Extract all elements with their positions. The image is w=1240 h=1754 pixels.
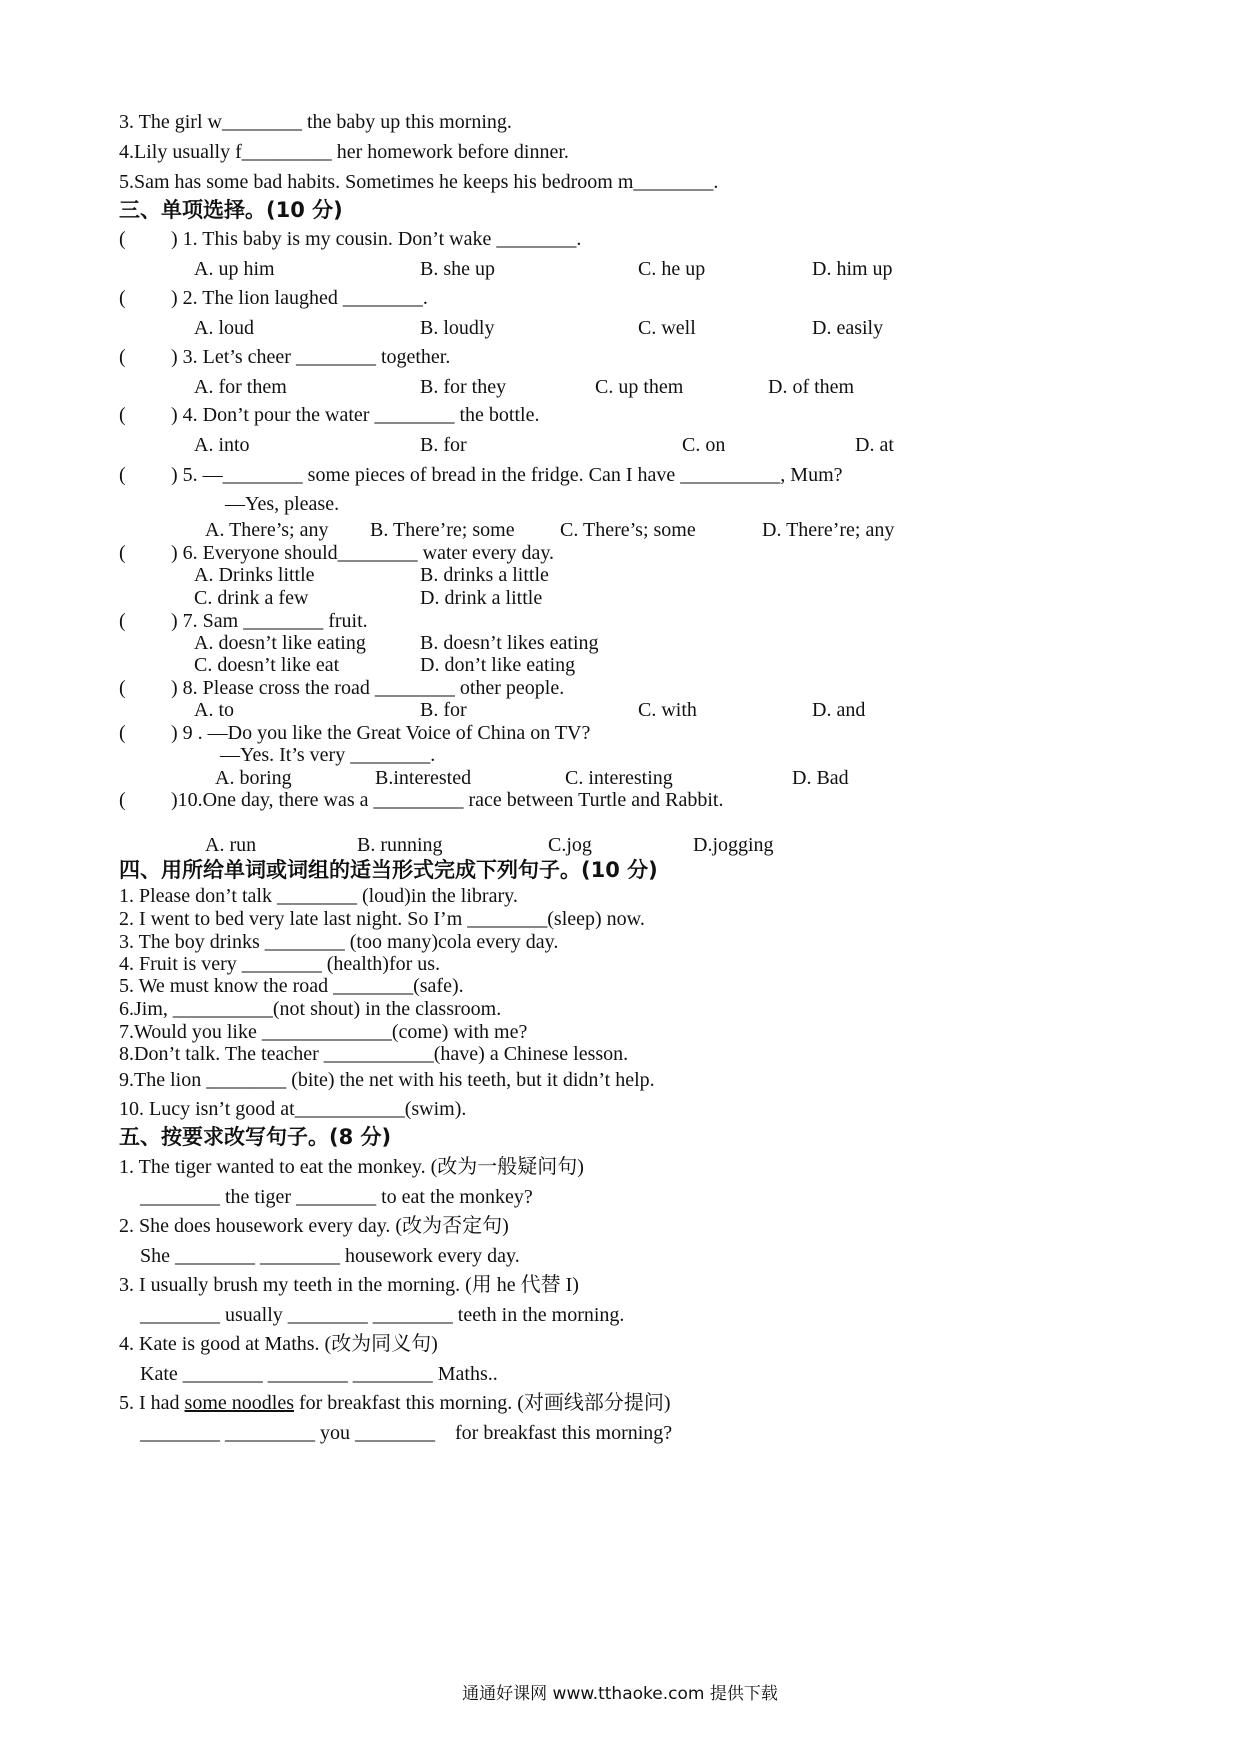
- mc-q5-reply: —Yes, please.: [225, 493, 340, 515]
- mc-q1-option-b: B. she up: [420, 258, 495, 280]
- mc-q6-option-c: C. drink a few: [194, 587, 309, 609]
- rewrite-question-3: 3. I usually brush my teeth in the morning. (用 he 代替 I): [119, 1274, 579, 1296]
- form-item-10: 10. Lucy isn’t good at___________(swim).: [119, 1098, 467, 1120]
- mc-q9-option-a: A. boring: [215, 767, 292, 789]
- form-item-2: 2. I went to bed very late last night. So I’m ________(sleep) now.: [119, 908, 645, 930]
- mc-q8-option-d: D. and: [812, 699, 866, 721]
- form-item-5: 5. We must know the road ________(safe).: [119, 975, 464, 997]
- rewrite-answer-4: Kate ________ ________ ________ Maths..: [140, 1363, 498, 1385]
- mc-q4-option-a: A. into: [194, 434, 250, 456]
- mc-q1-option-c: C. he up: [638, 258, 706, 280]
- mc-question-10: ( )10.One day, there was a _________ race between Turtle and Rabbit.: [119, 789, 724, 811]
- mc-q9-reply: —Yes. It’s very ________.: [220, 744, 436, 766]
- mc-q3-option-d: D. of them: [768, 376, 855, 398]
- form-item-1: 1. Please don’t talk ________ (loud)in the library.: [119, 885, 518, 907]
- mc-question-8: ( ) 8. Please cross the road ________ other people.: [119, 677, 565, 699]
- mc-q9-option-d: D. Bad: [792, 767, 849, 789]
- mc-q8-option-c: C. with: [638, 699, 697, 721]
- mc-q6-option-d: D. drink a little: [420, 587, 543, 609]
- mc-q3-option-b: B. for they: [420, 376, 507, 398]
- mc-q6-option-b: B. drinks a little: [420, 564, 549, 586]
- mc-q8-option-a: A. to: [194, 699, 234, 721]
- form-item-3: 3. The boy drinks ________ (too many)cola every day.: [119, 931, 559, 953]
- rewrite-answer-1: ________ the tiger ________ to eat the monkey?: [140, 1186, 533, 1208]
- mc-q5-option-c: C. There’s; some: [560, 519, 696, 541]
- mc-q1-option-a: A. up him: [194, 258, 275, 280]
- mc-q2-option-c: C. well: [638, 317, 696, 339]
- rewrite-answer-2: She ________ ________ housework every day.: [140, 1245, 520, 1267]
- mc-q4-option-c: C. on: [682, 434, 726, 456]
- rewrite-question-4: 4. Kate is good at Maths. (改为同义句): [119, 1333, 438, 1355]
- form-item-4: 4. Fruit is very ________ (health)for us.: [119, 953, 441, 975]
- rewrite-question-5: 5. I had some noodles for breakfast this morning. (对画线部分提问): [119, 1392, 671, 1414]
- fill-item-4: 4.Lily usually f_________ her homework before dinner.: [119, 141, 569, 163]
- form-item-6: 6.Jim, __________(not shout) in the classroom.: [119, 998, 502, 1020]
- mc-question-5: ( ) 5. —________ some pieces of bread in the fridge. Can I have __________, Mum?: [119, 464, 843, 486]
- rewrite-question-2: 2. She does housework every day. (改为否定句): [119, 1215, 509, 1237]
- mc-question-9: ( ) 9 . —Do you like the Great Voice of China on TV?: [119, 722, 591, 744]
- mc-q4-option-d: D. at: [855, 434, 894, 456]
- mc-q5-option-a: A. There’s; any: [205, 519, 329, 541]
- mc-q10-option-d: D.jogging: [693, 834, 774, 856]
- mc-question-6: ( ) 6. Everyone should________ water every day.: [119, 542, 555, 564]
- mc-q5-option-b: B. There’re; some: [370, 519, 515, 541]
- mc-q4-option-b: B. for: [420, 434, 467, 456]
- mc-q9-option-b: B.interested: [375, 767, 472, 789]
- rewrite-question-1: 1. The tiger wanted to eat the monkey. (改为一般疑问句): [119, 1156, 584, 1178]
- mc-q2-option-d: D. easily: [812, 317, 884, 339]
- page-footer: 通通好课网 www.tthaoke.com 提供下载: [462, 1684, 778, 1704]
- mc-q3-option-a: A. for them: [194, 376, 287, 398]
- mc-q10-option-c: C.jog: [548, 834, 592, 856]
- mc-q5-option-d: D. There’re; any: [762, 519, 895, 541]
- mc-q7-option-a: A. doesn’t like eating: [194, 632, 366, 654]
- mc-q7-option-d: D. don’t like eating: [420, 654, 576, 676]
- mc-question-2: ( ) 2. The lion laughed ________.: [119, 287, 428, 309]
- form-item-8: 8.Don’t talk. The teacher ___________(have) a Chinese lesson.: [119, 1043, 629, 1065]
- mc-q2-option-a: A. loud: [194, 317, 254, 339]
- mc-q6-option-a: A. Drinks little: [194, 564, 315, 586]
- mc-q9-option-c: C. interesting: [565, 767, 673, 789]
- rewrite-answer-5: ________ _________ you ________ for breakfast this morning?: [140, 1422, 673, 1444]
- fill-item-3: 3. The girl w________ the baby up this morning.: [119, 111, 512, 133]
- mc-question-3: ( ) 3. Let’s cheer ________ together.: [119, 346, 451, 368]
- mc-q10-option-b: B. running: [357, 834, 443, 856]
- underlined-phrase: some noodles: [184, 1392, 294, 1414]
- form-item-7: 7.Would you like _____________(come) with me?: [119, 1021, 528, 1043]
- fill-item-5: 5.Sam has some bad habits. Sometimes he keeps his bedroom m________.: [119, 171, 719, 193]
- mc-q10-option-a: A. run: [205, 834, 257, 856]
- section-3-title: 三、单项选择。(10 分): [119, 198, 343, 222]
- mc-question-1: ( ) 1. This baby is my cousin. Don’t wake ________.: [119, 228, 582, 250]
- section-5-title: 五、按要求改写句子。(8 分): [119, 1125, 392, 1149]
- mc-q2-option-b: B. loudly: [420, 317, 495, 339]
- mc-q8-option-b: B. for: [420, 699, 467, 721]
- mc-q7-option-c: C. doesn’t like eat: [194, 654, 340, 676]
- mc-question-4: ( ) 4. Don’t pour the water ________ the bottle.: [119, 404, 540, 426]
- mc-q7-option-b: B. doesn’t likes eating: [420, 632, 599, 654]
- section-4-title: 四、用所给单词或词组的适当形式完成下列句子。(10 分): [119, 858, 658, 882]
- mc-q1-option-d: D. him up: [812, 258, 893, 280]
- mc-q3-option-c: C. up them: [595, 376, 684, 398]
- mc-question-7: ( ) 7. Sam ________ fruit.: [119, 610, 368, 632]
- form-item-9: 9.The lion ________ (bite) the net with his teeth, but it didn’t help.: [119, 1069, 655, 1091]
- rewrite-answer-3: ________ usually ________ ________ teeth in the morning.: [140, 1304, 625, 1326]
